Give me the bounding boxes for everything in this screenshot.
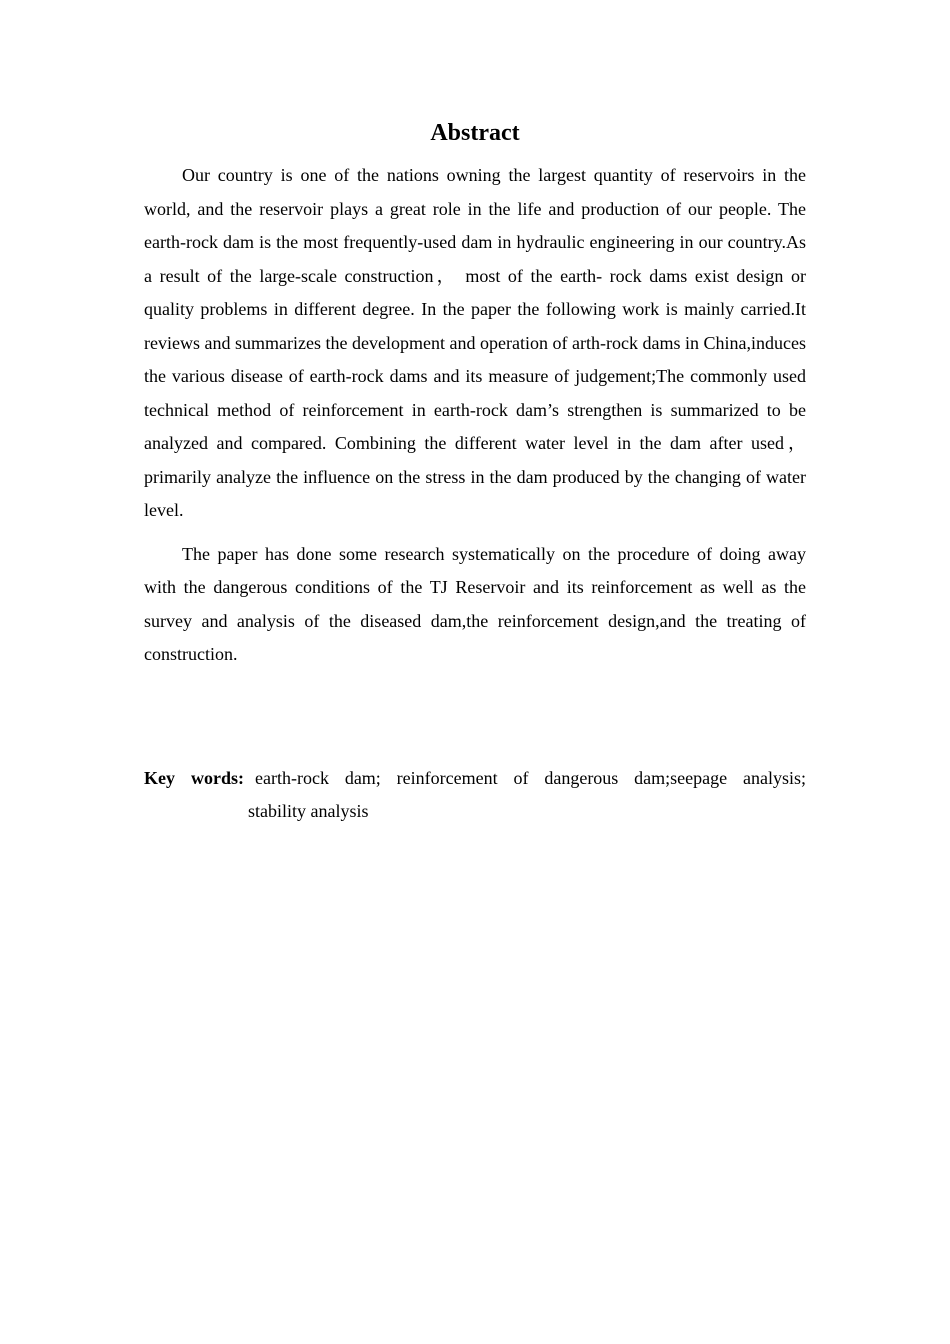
abstract-section <box>144 112 806 829</box>
keywords-label: Key words: <box>144 767 244 788</box>
abstract-paragraph-2: The paper has done some research systematically on the procedure of doing away with the dangerous conditions of the TJ Reservoir and its reinforcement as well as the survey and analysis of the diseased dam,the reinforcement design,and the treating of construction. <box>144 543 806 664</box>
abstract-paragraph-1: Our country is one of the nations owning the largest quantity of reservoirs in the world, and the reservoir plays a great role in the life and production of our people. The earth-rock dam is the most frequently-used dam in hydraulic engineering in our country.As a result of the large-scale construction， most of the earth- rock dams exist design or quality problems in different degree. In the paper the following work is mainly carried.It reviews and summarizes the development and operation of arth-rock dams in China,induces the various disease of earth-rock dams and its measure of judgement;The commonly used technical method of reinforcement in earth-rock dam’s strengthen is summarized to be analyzed and compared. Combining the different water level in the dam after used， primarily analyze the influence on the stress in the dam produced by the changing of water level. <box>144 165 806 520</box>
keywords-list <box>248 762 806 829</box>
keywords-line-2: stability analysis <box>248 801 369 821</box>
keywords-line-1: earth-rock dam; reinforcement of dangerous dam;seepage analysis; <box>255 767 806 788</box>
keywords-block <box>144 762 806 829</box>
abstract-title: Abstract <box>430 120 520 146</box>
